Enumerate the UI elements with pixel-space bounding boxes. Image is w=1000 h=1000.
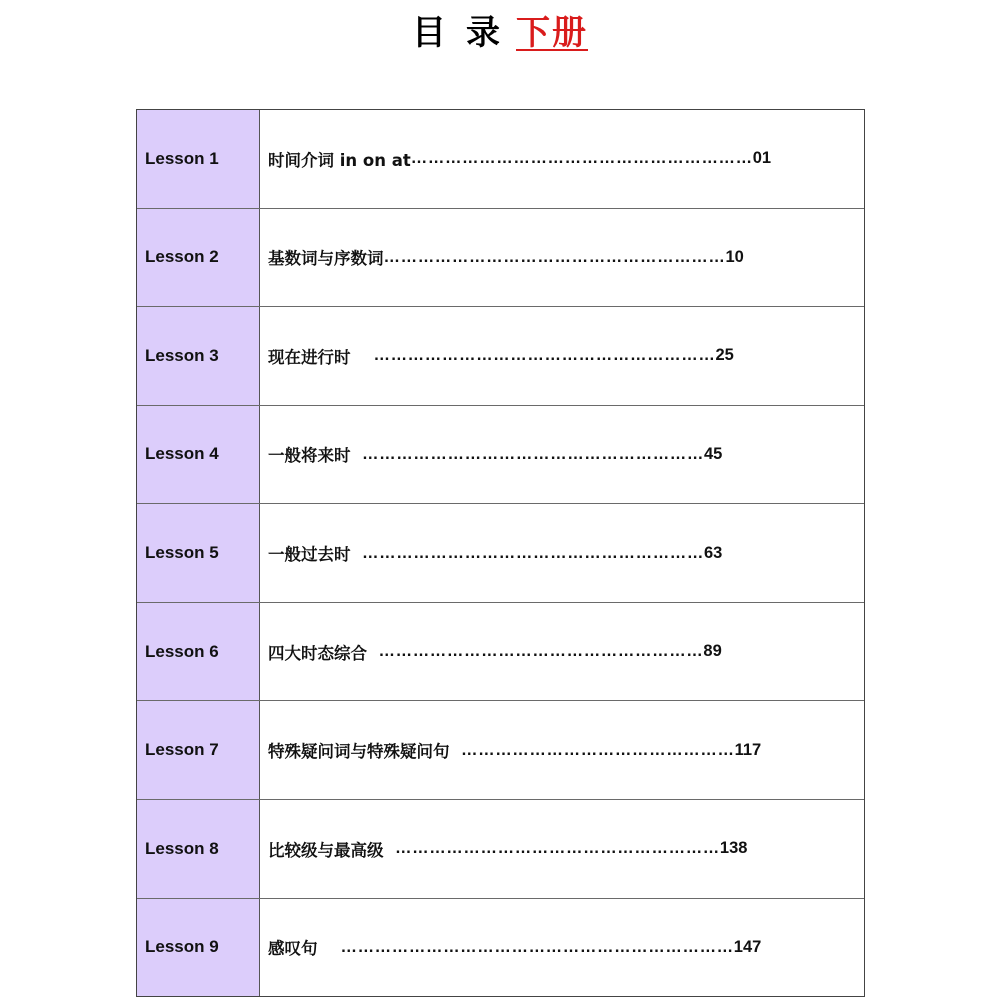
- page-number: 45: [704, 444, 723, 463]
- leader-dots: ……………………………………………………: [383, 247, 726, 266]
- leader-dots: ……………………………………………………: [373, 346, 716, 365]
- toc-row: [137, 701, 864, 800]
- topic-entry: [260, 307, 864, 405]
- topic-text: 四大时态综合: [268, 643, 379, 663]
- topic-entry: [260, 110, 864, 208]
- leader-dots: …………………………………………………: [378, 642, 704, 661]
- topic-entry: [260, 504, 864, 602]
- topic-text: 基数词与序数词: [268, 249, 384, 269]
- topic-text: 一般将来时: [268, 446, 362, 466]
- topic-text: 感叹句: [268, 939, 341, 959]
- toc-row: [137, 110, 864, 209]
- leader-dots: ……………………………………………………: [410, 149, 753, 168]
- lesson-label: Lesson 7: [137, 701, 260, 799]
- page-title: [0, 4, 1000, 54]
- page-number: 147: [733, 937, 762, 956]
- topic-text: 现在进行时: [268, 347, 374, 367]
- lesson-label: Lesson 1: [137, 110, 260, 208]
- topic-entry: [260, 899, 864, 997]
- topic-entry: [260, 701, 864, 799]
- toc-row: [137, 603, 864, 702]
- toc-row: [137, 406, 864, 505]
- topic-entry: [260, 406, 864, 504]
- toc-row: [137, 209, 864, 308]
- toc-row: [137, 899, 864, 997]
- page-number: 01: [752, 149, 772, 168]
- title-char: 目: [412, 12, 448, 53]
- toc-row: [137, 800, 864, 899]
- title-main: [412, 5, 502, 54]
- page-number: 138: [719, 839, 748, 858]
- topic-entry: [260, 603, 864, 701]
- page-number: 25: [715, 346, 734, 365]
- lesson-label: Lesson 6: [137, 603, 260, 701]
- page-number: 89: [703, 642, 722, 661]
- lesson-label: Lesson 5: [137, 504, 260, 602]
- topic-text: 比较级与最高级: [268, 840, 395, 860]
- lesson-label: Lesson 9: [137, 899, 260, 997]
- page-number: 117: [734, 740, 762, 759]
- page-number: 10: [725, 247, 744, 266]
- title-char: 录: [466, 12, 502, 53]
- topic-entry: [260, 800, 864, 898]
- leader-dots: …………………………………………………: [395, 839, 720, 858]
- leader-dots: ……………………………………………………………: [340, 937, 734, 956]
- volume-subtitle: 下册: [516, 12, 588, 53]
- page-number: 63: [704, 543, 723, 562]
- topic-text: 一般过去时: [268, 545, 362, 565]
- lesson-label: Lesson 4: [137, 406, 260, 504]
- toc-table: [136, 109, 865, 997]
- leader-dots: …………………………………………: [461, 740, 735, 759]
- topic-text: 特殊疑问词与特殊疑问句: [268, 742, 461, 762]
- leader-dots: ……………………………………………………: [362, 444, 704, 463]
- leader-dots: ……………………………………………………: [362, 543, 704, 562]
- lesson-label: Lesson 8: [137, 800, 260, 898]
- toc-row: [137, 504, 864, 603]
- toc-row: [137, 307, 864, 406]
- topic-text: 时间介词 in on at: [268, 150, 411, 170]
- lesson-label: Lesson 3: [137, 307, 260, 405]
- lesson-label: Lesson 2: [137, 209, 260, 307]
- topic-entry: [260, 209, 864, 307]
